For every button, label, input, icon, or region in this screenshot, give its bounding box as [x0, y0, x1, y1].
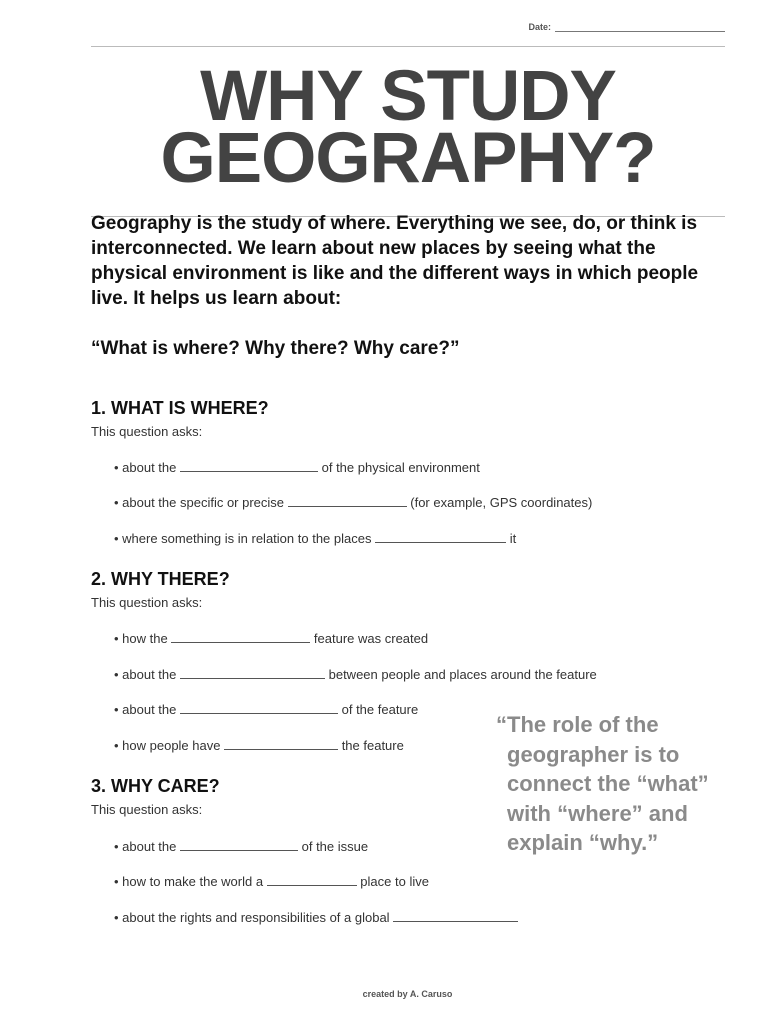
bullet-text: • how people have [114, 738, 225, 753]
bullet-text: • about the [114, 702, 180, 717]
date-label: Date: [528, 22, 551, 32]
fill-in-blank[interactable] [393, 909, 518, 922]
section-2-bullet-2 [114, 666, 597, 683]
fill-in-blank[interactable] [180, 666, 325, 679]
section-1-bullet-1 [114, 459, 480, 476]
section-1-subtitle: This question asks: [91, 424, 203, 439]
section-3-heading: 3. WHY CARE? [91, 776, 220, 796]
section-2-bullet-3 [114, 701, 418, 718]
key-questions: “What is where? Why there? Why care?” [91, 338, 460, 359]
fill-in-blank[interactable] [180, 838, 298, 851]
bullet-text: • about the [114, 667, 180, 682]
bullet-text: of the physical environment [318, 460, 480, 475]
section-3-bullet-1 [114, 838, 368, 855]
pull-quote [496, 710, 736, 858]
fill-in-blank[interactable] [180, 701, 338, 714]
section-2-bullet-1 [114, 630, 428, 647]
top-divider [91, 46, 725, 47]
section-3-bullet-3 [114, 909, 518, 926]
fill-in-blank[interactable] [171, 630, 310, 643]
bullet-text: place to live [356, 874, 429, 889]
fill-in-blank[interactable] [288, 494, 407, 507]
section-3-subtitle: This question asks: [91, 802, 203, 817]
section-2-heading: 2. WHY THERE? [91, 569, 230, 589]
bullet-text: • about the [114, 839, 180, 854]
quote-line-4: with “where” and [507, 800, 688, 826]
date-field [91, 22, 725, 32]
bullet-text: • where something is in relation to the places [114, 531, 376, 546]
bullet-text: feature was created [310, 631, 429, 646]
section-1-heading: 1. WHAT IS WHERE? [91, 398, 269, 418]
intro-paragraph: Geography is the study of where. Everything we see, do, or think is interconnected. We learn about new places by seeing what the physical environment is like and the different ways in which people live. It helps us learn about: [91, 213, 699, 309]
fill-in-blank[interactable] [375, 530, 506, 543]
quote-line-1: “The role of the [496, 712, 659, 737]
bullet-text: between people and places around the feature [325, 667, 597, 682]
section-3-bullet-2 [114, 873, 429, 890]
bullet-text: of the issue [298, 839, 369, 854]
page-title-line-1: WHY STUDY [200, 57, 616, 136]
bullet-text: • how the [114, 631, 172, 646]
bullet-text: • about the rights and responsibilities of a global [114, 910, 394, 925]
bullet-text: it [506, 531, 517, 546]
bullet-text: (for example, GPS coordinates) [406, 495, 593, 510]
bullet-text: of the feature [338, 702, 419, 717]
quote-line-2: geographer is to [507, 741, 680, 767]
date-blank[interactable] [555, 22, 725, 32]
bullet-text: • about the [114, 460, 180, 475]
fill-in-blank[interactable] [224, 737, 338, 750]
section-1-bullet-3 [114, 530, 516, 547]
bullet-text: the feature [338, 738, 404, 753]
section-1-bullet-2 [114, 494, 592, 511]
fill-in-blank[interactable] [267, 873, 357, 886]
section-2-bullet-4 [114, 737, 404, 754]
footer-credit: created by A. Caruso [362, 989, 453, 999]
bullet-text: • how to make the world a [114, 874, 267, 889]
section-2-subtitle: This question asks: [91, 595, 203, 610]
bullet-text: • about the specific or precise [114, 495, 288, 510]
quote-line-5: explain “why.” [507, 830, 659, 855]
page-title-line-2: GEOGRAPHY? [160, 119, 656, 198]
quote-line-3: connect the “what” [507, 771, 709, 796]
page-title [91, 57, 725, 198]
fill-in-blank[interactable] [180, 459, 318, 472]
